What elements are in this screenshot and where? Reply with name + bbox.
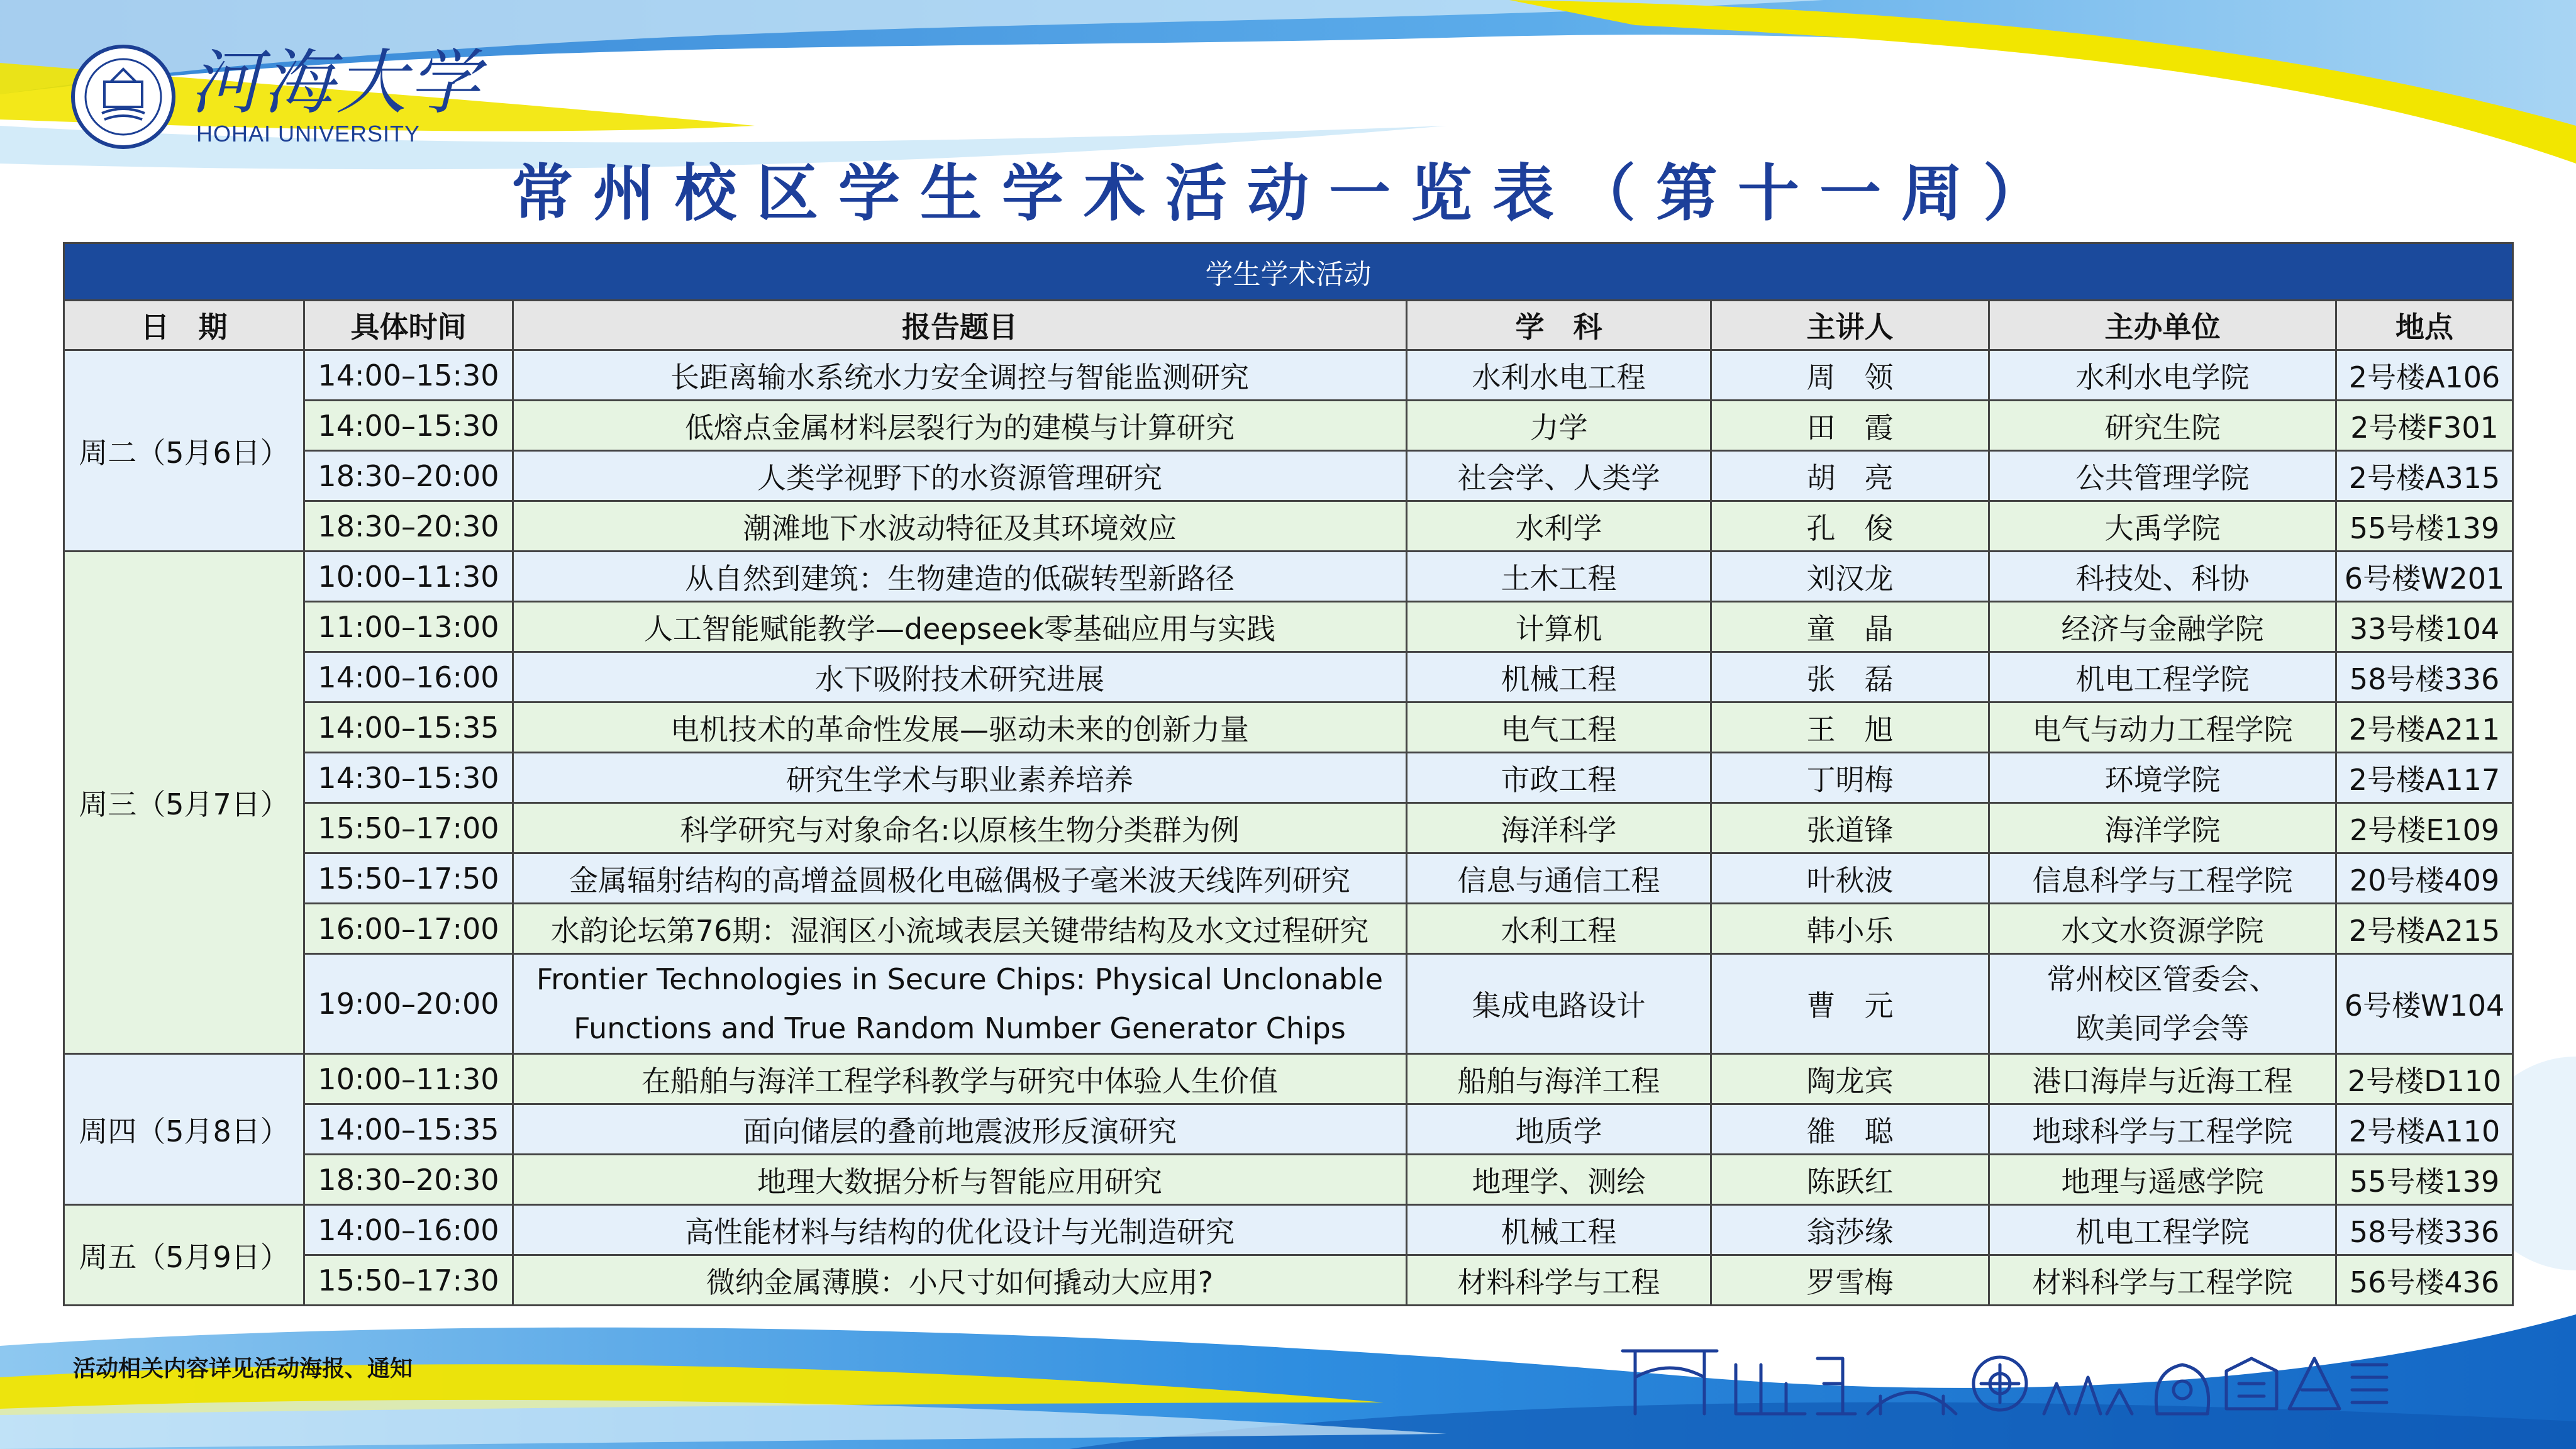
subject-cell: 海洋科学 [1407, 803, 1711, 853]
university-seal-icon [70, 44, 176, 150]
time-cell: 14:00–15:30 [304, 401, 513, 451]
speaker-cell: 童 晶 [1711, 602, 1989, 652]
place-cell: 2号楼A315 [2336, 451, 2513, 501]
topic-cell: 水韵论坛第76期：湿润区小流域表层关键带结构及水文过程研究 [513, 904, 1407, 954]
time-cell: 14:00–15:30 [304, 350, 513, 401]
host-cell: 港口海岸与近海工程 [1989, 1054, 2336, 1104]
header-speaker: 主讲人 [1711, 301, 1989, 350]
subject-cell: 水利水电工程 [1407, 350, 1711, 401]
topic-cell: 人类学视野下的水资源管理研究 [513, 451, 1407, 501]
place-cell: 2号楼A215 [2336, 904, 2513, 954]
subject-cell: 水利工程 [1407, 904, 1711, 954]
schedule-table-wrapper [63, 242, 2512, 1306]
speaker-cell: 曹 元 [1711, 954, 1989, 1054]
speaker-cell: 王 旭 [1711, 702, 1989, 753]
host-cell: 电气与动力工程学院 [1989, 702, 2336, 753]
header-topic: 报告题目 [513, 301, 1407, 350]
speaker-cell: 陈跃红 [1711, 1155, 1989, 1205]
table-row [64, 954, 2513, 1054]
date-cell: 周四（5月8日） [64, 1054, 304, 1205]
table-row [64, 501, 2513, 552]
campus-landmarks-icon [1616, 1340, 2390, 1421]
subject-cell: 计算机 [1407, 602, 1711, 652]
table-row [64, 803, 2513, 853]
host-cell: 海洋学院 [1989, 803, 2336, 853]
subject-cell: 地理学、测绘 [1407, 1155, 1711, 1205]
header-date: 日 期 [64, 301, 304, 350]
topic-cell: 金属辐射结构的高增益圆极化电磁偶极子毫米波天线阵列研究 [513, 853, 1407, 904]
table-row [64, 401, 2513, 451]
header-host: 主办单位 [1989, 301, 2336, 350]
table-row [64, 1054, 2513, 1104]
topic-cell: 在船舶与海洋工程学科教学与研究中体验人生价值 [513, 1054, 1407, 1104]
host-cell: 科技处、科协 [1989, 552, 2336, 602]
table-row [64, 552, 2513, 602]
subject-cell: 机械工程 [1407, 1205, 1711, 1255]
topic-cell: 面向储层的叠前地震波形反演研究 [513, 1104, 1407, 1155]
place-cell: 2号楼A211 [2336, 702, 2513, 753]
schedule-table [63, 242, 2514, 1306]
topic-line-1: Frontier Technologies in Secure Chips: Physical Unclonable [536, 962, 1384, 996]
place-cell: 58号楼336 [2336, 1205, 2513, 1255]
place-cell: 20号楼409 [2336, 853, 2513, 904]
host-cell: 信息科学与工程学院 [1989, 853, 2336, 904]
time-cell: 16:00–17:00 [304, 904, 513, 954]
topic-cell: 潮滩地下水波动特征及其环境效应 [513, 501, 1407, 552]
place-cell: 2号楼A106 [2336, 350, 2513, 401]
topic-cell: 研究生学术与职业素养培养 [513, 753, 1407, 803]
subject-cell: 水利学 [1407, 501, 1711, 552]
topic-cell [513, 954, 1407, 1054]
logo-name-cn: 河海大学 [190, 42, 482, 124]
page-title: 常州校区学生学术活动一览表（第十一周） [511, 158, 2065, 230]
table-row [64, 904, 2513, 954]
table-row [64, 1104, 2513, 1155]
time-cell: 18:30–20:30 [304, 501, 513, 552]
place-cell: 2号楼A110 [2336, 1104, 2513, 1155]
speaker-cell: 雒 聪 [1711, 1104, 1989, 1155]
speaker-cell: 丁明梅 [1711, 753, 1989, 803]
table-row [64, 602, 2513, 652]
table-row [64, 1205, 2513, 1255]
table-row [64, 1155, 2513, 1205]
table-row [64, 652, 2513, 702]
place-cell: 2号楼E109 [2336, 803, 2513, 853]
speaker-cell: 罗雪梅 [1711, 1255, 1989, 1306]
header-time: 具体时间 [304, 301, 513, 350]
header-place: 地点 [2336, 301, 2513, 350]
speaker-cell: 张道锋 [1711, 803, 1989, 853]
speaker-cell: 胡 亮 [1711, 451, 1989, 501]
subject-cell: 土木工程 [1407, 552, 1711, 602]
subject-cell: 信息与通信工程 [1407, 853, 1711, 904]
time-cell: 14:00–16:00 [304, 1205, 513, 1255]
topic-cell: 水下吸附技术研究进展 [513, 652, 1407, 702]
table-header-row [64, 301, 2513, 350]
footnote: 活动相关内容详见活动海报、通知 [73, 1356, 413, 1382]
topic-cell: 微纳金属薄膜：小尺寸如何撬动大应用? [513, 1255, 1407, 1306]
host-cell: 水文水资源学院 [1989, 904, 2336, 954]
host-cell: 机电工程学院 [1989, 652, 2336, 702]
time-cell: 18:30–20:30 [304, 1155, 513, 1205]
table-row [64, 350, 2513, 401]
host-line-2: 欧美同学会等 [2075, 1011, 2250, 1045]
place-cell: 6号楼W104 [2336, 954, 2513, 1054]
host-cell [1989, 954, 2336, 1054]
time-cell: 15:50–17:00 [304, 803, 513, 853]
time-cell: 15:50–17:30 [304, 1255, 513, 1306]
topic-cell: 长距离输水系统水力安全调控与智能监测研究 [513, 350, 1407, 401]
table-row [64, 1255, 2513, 1306]
topic-cell: 科学研究与对象命名:以原核生物分类群为例 [513, 803, 1407, 853]
topic-line-2: Functions and True Random Number Generator Chips [574, 1011, 1346, 1045]
speaker-cell: 田 霞 [1711, 401, 1989, 451]
host-line-1: 常州校区管委会、 [2046, 962, 2279, 996]
topic-cell: 电机技术的革命性发展—驱动未来的创新力量 [513, 702, 1407, 753]
host-cell: 水利水电学院 [1989, 350, 2336, 401]
university-logo [70, 39, 482, 152]
speaker-cell: 张 磊 [1711, 652, 1989, 702]
place-cell: 33号楼104 [2336, 602, 2513, 652]
host-cell: 环境学院 [1989, 753, 2336, 803]
host-cell: 机电工程学院 [1989, 1205, 2336, 1255]
table-banner: 学生学术活动 [64, 243, 2513, 301]
time-cell: 10:00–11:30 [304, 552, 513, 602]
time-cell: 18:30–20:00 [304, 451, 513, 501]
place-cell: 2号楼D110 [2336, 1054, 2513, 1104]
topic-cell: 人工智能赋能教学—deepseek零基础应用与实践 [513, 602, 1407, 652]
subject-cell: 力学 [1407, 401, 1711, 451]
place-cell: 2号楼A117 [2336, 753, 2513, 803]
place-cell: 56号楼436 [2336, 1255, 2513, 1306]
speaker-cell: 周 领 [1711, 350, 1989, 401]
time-cell: 14:30–15:30 [304, 753, 513, 803]
date-cell: 周五（5月9日） [64, 1205, 304, 1306]
table-row [64, 702, 2513, 753]
host-cell: 地理与遥感学院 [1989, 1155, 2336, 1205]
speaker-cell: 陶龙宾 [1711, 1054, 1989, 1104]
table-row [64, 853, 2513, 904]
place-cell: 55号楼139 [2336, 501, 2513, 552]
subject-cell: 电气工程 [1407, 702, 1711, 753]
place-cell: 6号楼W201 [2336, 552, 2513, 602]
host-cell: 材料科学与工程学院 [1989, 1255, 2336, 1306]
place-cell: 2号楼F301 [2336, 401, 2513, 451]
subject-cell: 市政工程 [1407, 753, 1711, 803]
time-cell: 14:00–15:35 [304, 1104, 513, 1155]
time-cell: 14:00–15:35 [304, 702, 513, 753]
logo-name-en: HOHAI UNIVERSITY [196, 121, 421, 147]
table-row [64, 451, 2513, 501]
speaker-cell: 孔 俊 [1711, 501, 1989, 552]
host-cell: 研究生院 [1989, 401, 2336, 451]
table-row [64, 753, 2513, 803]
time-cell: 14:00–16:00 [304, 652, 513, 702]
time-cell: 11:00–13:00 [304, 602, 513, 652]
topic-cell: 地理大数据分析与智能应用研究 [513, 1155, 1407, 1205]
header-subject: 学 科 [1407, 301, 1711, 350]
time-cell: 19:00–20:00 [304, 954, 513, 1054]
host-cell: 大禹学院 [1989, 501, 2336, 552]
place-cell: 55号楼139 [2336, 1155, 2513, 1205]
subject-cell: 集成电路设计 [1407, 954, 1711, 1054]
place-cell: 58号楼336 [2336, 652, 2513, 702]
topic-cell: 低熔点金属材料层裂行为的建模与计算研究 [513, 401, 1407, 451]
speaker-cell: 叶秋波 [1711, 853, 1989, 904]
host-cell: 地球科学与工程学院 [1989, 1104, 2336, 1155]
date-cell: 周二（5月6日） [64, 350, 304, 552]
host-cell: 经济与金融学院 [1989, 602, 2336, 652]
host-cell: 公共管理学院 [1989, 451, 2336, 501]
subject-cell: 船舶与海洋工程 [1407, 1054, 1711, 1104]
subject-cell: 材料科学与工程 [1407, 1255, 1711, 1306]
subject-cell: 地质学 [1407, 1104, 1711, 1155]
speaker-cell: 翁莎缘 [1711, 1205, 1989, 1255]
speaker-cell: 韩小乐 [1711, 904, 1989, 954]
subject-cell: 机械工程 [1407, 652, 1711, 702]
subject-cell: 社会学、人类学 [1407, 451, 1711, 501]
speaker-cell: 刘汉龙 [1711, 552, 1989, 602]
topic-cell: 高性能材料与结构的优化设计与光制造研究 [513, 1205, 1407, 1255]
time-cell: 10:00–11:30 [304, 1054, 513, 1104]
time-cell: 15:50–17:50 [304, 853, 513, 904]
date-cell: 周三（5月7日） [64, 552, 304, 1054]
topic-cell: 从自然到建筑：生物建造的低碳转型新路径 [513, 552, 1407, 602]
